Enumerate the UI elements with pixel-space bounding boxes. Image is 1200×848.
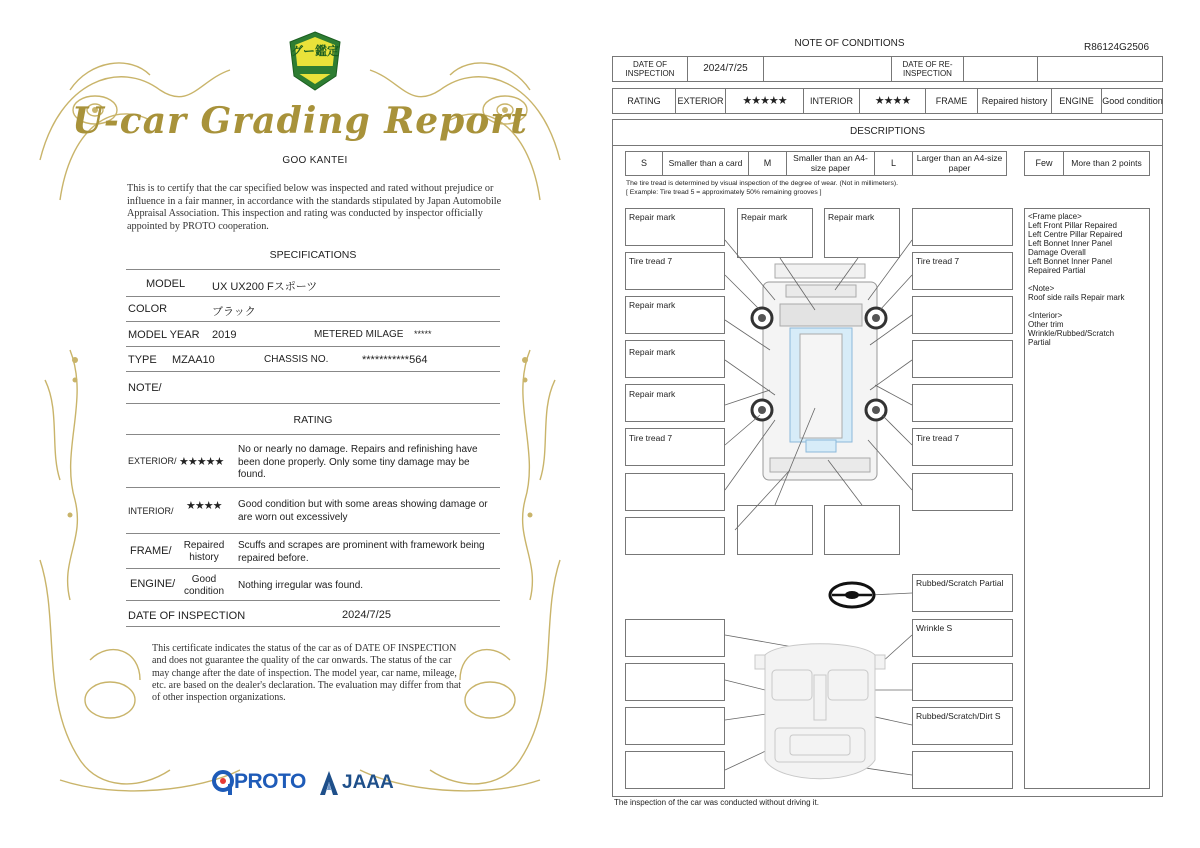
date-of-inspection-label: DATE OF INSPECTION [128, 610, 246, 622]
condition-box [912, 663, 1013, 701]
condition-box: Tire tread 7 [625, 428, 725, 466]
condition-box: Tire tread 7 [912, 428, 1013, 466]
exterior-description: No or nearly no damage. Repairs and refinishing have been done properly. Only some tiny damage may be found. [238, 444, 478, 480]
model-label: MODEL [146, 278, 186, 290]
frame-value: Repaired history [977, 89, 1051, 113]
jaaa-logo-icon [318, 770, 340, 796]
exterior-label: EXTERIOR [675, 89, 725, 113]
condition-box: Repair mark [625, 384, 725, 422]
note-of-conditions-sheet [600, 0, 1200, 848]
legend-text-s: Smaller than a card [662, 152, 748, 175]
type-value: MZAA10 [172, 354, 215, 366]
date-of-inspection-row [126, 602, 500, 627]
frame-label: FRAME [925, 89, 977, 113]
exterior-label: EXTERIOR/ [128, 456, 177, 466]
date-of-inspection-value: 2024/7/25 [342, 609, 391, 621]
legend-text-l: Larger than an A4-size paper [912, 152, 1006, 175]
condition-box [737, 505, 813, 555]
legend-text-m: Smaller than an A4-size paper [786, 152, 874, 175]
condition-box [824, 505, 900, 555]
condition-box: Repair mark [737, 208, 813, 258]
engine-value: Good condition [1101, 89, 1163, 113]
sheet-heading: NOTE OF CONDITIONS [794, 38, 905, 49]
condition-box [912, 208, 1013, 246]
condition-box: Rubbed/Scratch Partial [912, 574, 1013, 612]
color-label: COLOR [128, 303, 168, 315]
note-label: NOTE/ [128, 382, 162, 394]
engine-label: ENGINE [1051, 89, 1101, 113]
divider [126, 434, 500, 435]
condition-box: Rubbed/Scratch/Dirt S [912, 707, 1013, 745]
condition-box: Wrinkle S [912, 619, 1013, 657]
model-year-value: 2019 [212, 329, 237, 341]
side-notes-box [1024, 208, 1150, 789]
frame-row [126, 535, 500, 569]
exterior-stars: ★★★★★ [179, 456, 224, 468]
blank-cell [763, 57, 891, 81]
rating-label: RATING [627, 95, 661, 106]
tire-note: The tire tread is determined by visual inspection of the degree of wear. (Not in millimeters). [626, 180, 898, 187]
sheet-footer: The inspection of the car was conducted without driving it. [614, 798, 819, 807]
few-label: Few [1035, 158, 1053, 169]
report-subtitle: GOO KANTEI [282, 155, 348, 166]
interior-stars: ★★★★ [186, 500, 222, 512]
certificate-disclaimer: This certificate indicates the status of the car as of DATE OF INSPECTION and does not guarantee the quality of the car onwards. The status of the car may change after the date of inspection. The model year, car name, mileage, etc. are based on the dealer's declaration. The evaluation may differ from that of other inspection organizations. [152, 643, 462, 704]
rating-row [612, 88, 1163, 114]
condition-box [625, 751, 725, 789]
condition-box: Tire tread 7 [912, 252, 1013, 290]
exterior-row [126, 436, 500, 488]
interior-description: Good condition but with some areas showing damage or are worn out excessively [238, 499, 488, 523]
divider [612, 145, 1163, 146]
condition-box [912, 384, 1013, 422]
condition-box [912, 340, 1013, 378]
condition-box: Repair mark [625, 208, 725, 246]
condition-box: Repair mark [625, 296, 725, 334]
proto-logo-icon [212, 770, 234, 796]
legend-code-m: M [748, 152, 786, 175]
condition-box [625, 619, 725, 657]
color-row [126, 297, 500, 322]
date-of-inspection-label: DATE OF INSPECTION [625, 59, 675, 78]
interior-label: INTERIOR [803, 89, 859, 113]
certification-text: This is to certify that the car specified below was inspected and rated without prejudice or influence in a fair manner, in accordance with the standards stipulated by Japan Automobile Appraisal Association. This inspection and rating was conducted by inspector officially appointed by PROTO cooperation. [127, 183, 502, 232]
rating-heading: RATING [293, 414, 333, 426]
engine-value: Good condition [183, 574, 225, 597]
badge-text: グー鑑定 [290, 44, 339, 58]
re-inspection-label: DATE OF RE-INSPECTION [891, 57, 963, 81]
mileage-label: METERED MILAGE [314, 329, 404, 340]
model-row [126, 271, 500, 297]
size-legend [625, 151, 1007, 176]
chassis-label: CHASSIS NO. [264, 354, 329, 365]
condition-box: Repair mark [824, 208, 900, 258]
legend-code-l: L [874, 152, 912, 175]
specifications-heading: SPECIFICATIONS [269, 249, 357, 261]
goo-kantei-badge-icon [286, 30, 344, 92]
condition-box [912, 473, 1013, 511]
note-row [126, 372, 500, 404]
tire-example: [ Example: Tire tread 5 = approximately 50% remaining grooves ] [626, 189, 822, 196]
model-year-row [126, 322, 500, 347]
date-of-inspection-value: 2024/7/25 [687, 57, 763, 81]
jaaa-logo-text: JAAA [342, 772, 394, 793]
divider [126, 269, 500, 270]
model-year-label: MODEL YEAR [128, 329, 200, 341]
condition-box: Tire tread 7 [625, 252, 725, 290]
chassis-value: ***********564 [362, 354, 428, 366]
mileage-value: ***** [414, 329, 432, 339]
report-title: U-car Grading Report [72, 100, 528, 142]
color-value: ブラック [212, 306, 256, 318]
type-label: TYPE [128, 354, 157, 366]
interior-label: INTERIOR/ [128, 506, 174, 516]
condition-box [625, 517, 725, 555]
condition-box [625, 473, 725, 511]
legend-code-s: S [640, 158, 647, 169]
condition-box [625, 707, 725, 745]
type-row [126, 347, 500, 372]
frame-value: Repaired history [183, 540, 225, 563]
blank-cell [1037, 57, 1163, 81]
side-notes: <Frame place> Left Front Pillar Repaired Left Centre Pillar Repaired Left Bonnet Inner Panel Damage Overall Left Bonnet Inner Panel Repaired Partial <Note> Roof side rails Repair mark <Interior> Other trim Wrinkle/Rubbed/Scratch Partial [1028, 212, 1125, 347]
condition-box [625, 663, 725, 701]
re-inspection-value [963, 57, 1037, 81]
condition-box [912, 296, 1013, 334]
interior-stars: ★★★★ [859, 89, 925, 113]
exterior-stars: ★★★★★ [725, 89, 803, 113]
engine-row [126, 570, 500, 601]
few-text: More than 2 points [1063, 152, 1149, 175]
model-value: UX UX200 Fスポーツ [212, 281, 318, 293]
proto-logo-text: PROTO [234, 770, 306, 793]
frame-description: Scuffs and scrapes are prominent with framework being repaired before. [238, 540, 485, 564]
few-legend [1024, 151, 1150, 176]
engine-label: ENGINE/ [130, 578, 176, 590]
engine-description: Nothing irregular was found. [238, 580, 364, 591]
reference-number: R86124G2506 [1084, 42, 1150, 53]
interior-row [126, 489, 500, 534]
descriptions-heading: DESCRIPTIONS [849, 126, 925, 137]
condition-box: Repair mark [625, 340, 725, 378]
date-row [612, 56, 1163, 82]
frame-label: FRAME/ [130, 545, 172, 557]
condition-box [912, 751, 1013, 789]
